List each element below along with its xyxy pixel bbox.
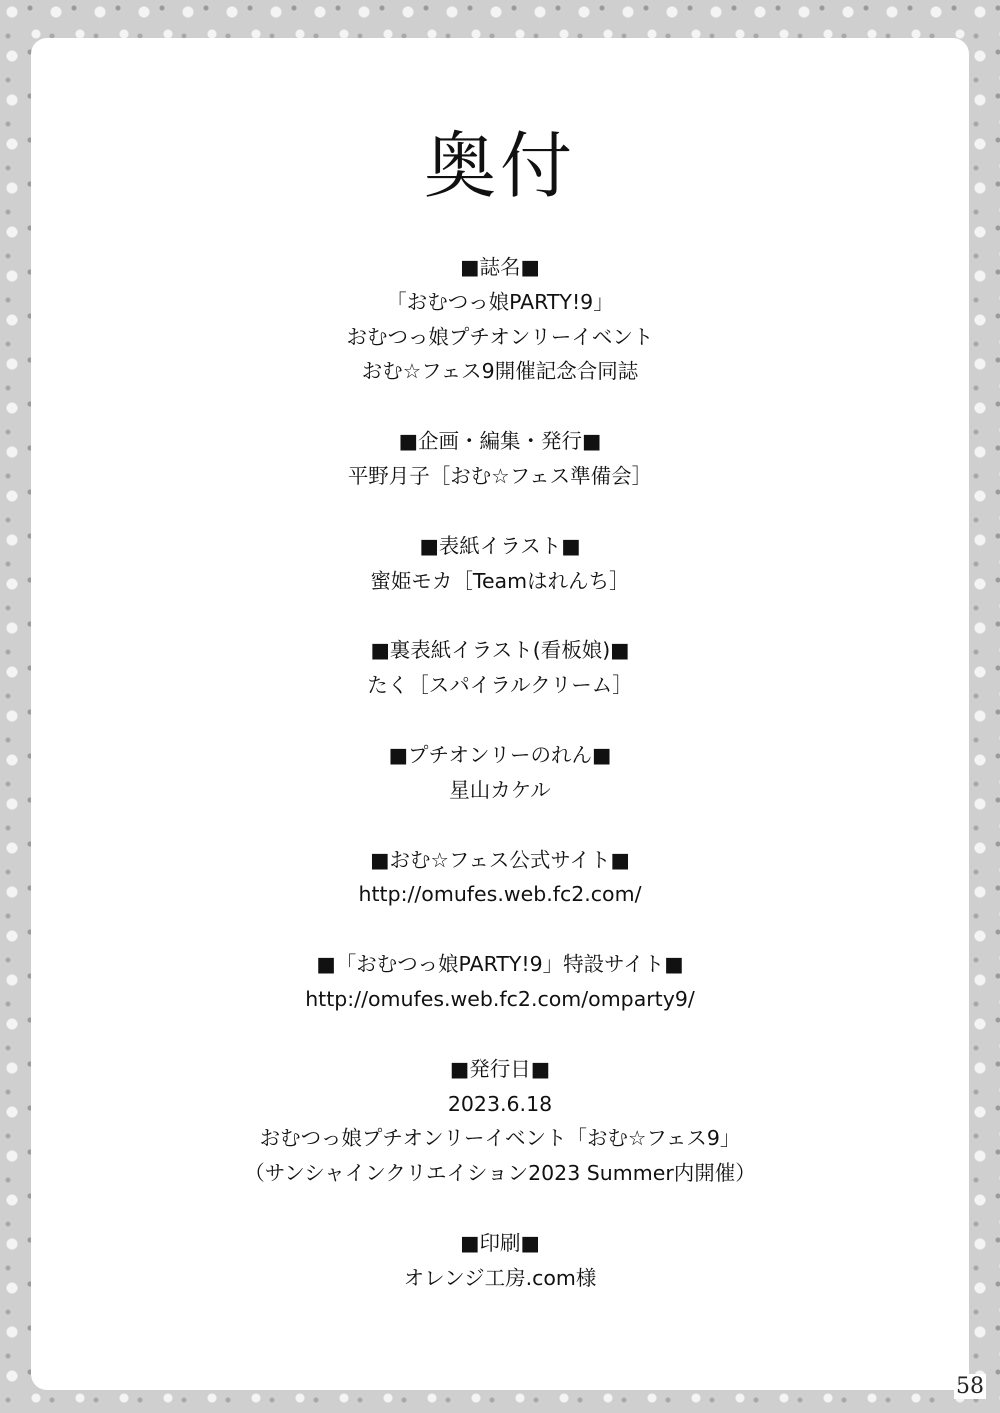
section-line: たく［スパイラルクリーム］ — [367, 673, 633, 698]
section-title-of-book — [0, 250, 1000, 389]
section-official-site — [0, 843, 1000, 913]
section-cover-illustration — [0, 529, 1000, 599]
section-line: おむつっ娘プチオンリーイベント — [346, 324, 654, 349]
section-noren — [0, 738, 1000, 808]
section-line: おむつっ娘プチオンリーイベント「おむ☆フェス9」 — [259, 1126, 741, 1151]
section-line: 平野月子［おむ☆フェス準備会］ — [347, 463, 653, 488]
colophon-content — [0, 250, 1000, 1331]
issue-date: 2023.6.18 — [447, 1091, 553, 1116]
section-line: 蜜姫モカ［Teamはれんち］ — [370, 568, 630, 593]
section-line: 「おむつっ娘PARTY!9」 — [386, 289, 614, 314]
section-heading: ■裏表紙イラスト(看板娘)■ — [370, 638, 630, 663]
section-back-cover-illustration — [0, 633, 1000, 703]
section-line: 星山カケル — [449, 777, 551, 802]
page-number: 58 — [956, 1374, 984, 1399]
section-special-site — [0, 947, 1000, 1017]
section-publisher — [0, 424, 1000, 494]
section-heading: ■プチオンリーのれん■ — [388, 742, 612, 767]
section-heading: ■「おむつっ娘PARTY!9」特設サイト■ — [316, 952, 684, 977]
special-site-url: http://omufes.web.fc2.com/omparty9/ — [305, 986, 695, 1011]
section-heading: ■誌名■ — [460, 255, 540, 279]
section-line: オレンジ工房.com様 — [403, 1265, 597, 1290]
section-line: おむ☆フェス9開催記念合同誌 — [361, 359, 639, 384]
section-issue-date — [0, 1052, 1000, 1191]
section-heading: ■印刷■ — [460, 1230, 540, 1255]
section-heading: ■おむ☆フェス公式サイト■ — [370, 847, 630, 872]
section-printing — [0, 1226, 1000, 1296]
section-line: （サンシャインクリエイション2023 Summer内開催） — [244, 1161, 756, 1186]
official-site-url: http://omufes.web.fc2.com/ — [358, 882, 642, 907]
section-heading: ■表紙イラスト■ — [419, 533, 581, 558]
section-heading: ■企画・編集・発行■ — [398, 429, 602, 454]
page-title: 奥付 — [423, 124, 576, 208]
section-heading: ■発行日■ — [449, 1056, 551, 1081]
